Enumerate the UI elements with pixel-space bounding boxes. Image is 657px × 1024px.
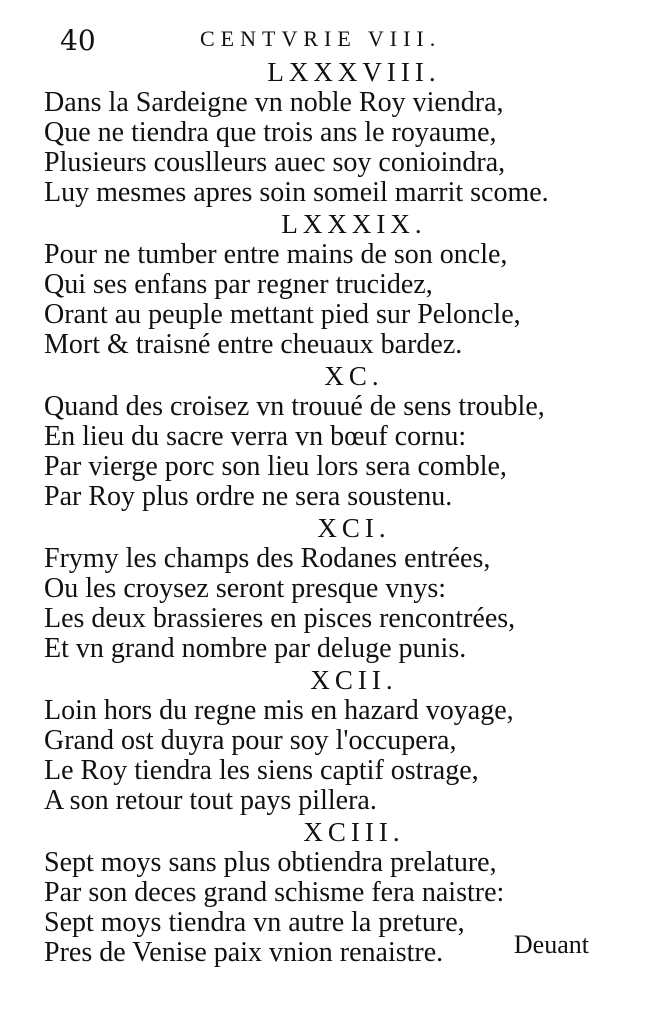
catchword: Deuant [513,930,589,959]
quatrain [44,208,604,360]
quatrain-number: XCII. [310,665,398,695]
verse-line: Qui ses enfans par regner trucidez, [44,269,433,300]
verse-body [44,56,604,968]
verse-line: Grand ost duyra pour soy l'occupera, [44,725,457,756]
verse-line: Luy mesmes apres soin someil marrit scome. [44,177,549,208]
verse-line: Sept moys sans plus obtiendra prelature, [44,847,497,878]
verse-line: Par Roy plus ordre ne sera soustenu. [44,481,453,512]
verse-line: Loin hors du regne mis en hazard voyage, [44,695,514,726]
verse-line: En lieu du sacre verra vn bœuf cornu: [44,421,467,452]
verse-line: Que ne tiendra que trois ans le royaume, [44,117,497,148]
verse-line: Par son deces grand schisme fera naistre: [44,877,505,908]
verse-line: A son retour tout pays pillera. [44,785,377,816]
verse-line: Le Roy tiendra les siens captif ostrage, [44,755,479,786]
quatrain-number: LXXXIX. [281,209,427,239]
verse-line: Quand des croisez vn trouué de sens trouble, [44,391,545,422]
verse-line: Mort & traisné entre cheuaux bardez. [44,329,463,360]
verse-line: Plusieurs couslleurs auec soy conioindra, [44,147,506,178]
verse-line: Par vierge porc son lieu lors sera comble, [44,451,507,482]
quatrain [44,56,604,208]
page-number: 40 [60,24,96,57]
verse-line: Ou les croysez seront presque vnys: [44,573,447,604]
verse-line: Orant au peuple mettant pied sur Peloncle, [44,299,521,330]
quatrain-number: XCIII. [303,817,405,847]
verse-line: Et vn grand nombre par deluge punis. [44,633,467,664]
verse-line: Les deux brassieres en pisces rencontrées, [44,603,516,634]
quatrain [44,664,604,816]
quatrain [44,360,604,512]
quatrain [44,512,604,664]
running-head [60,22,480,58]
verse-line: Pres de Venise paix vnion renaistre. [44,937,444,968]
verse-line: Pour ne tumber entre mains de son oncle, [44,239,508,270]
quatrain-number: XCI. [317,513,391,543]
running-title: CENTVRIE VIII. [200,26,442,51]
verse-line: Frymy les champs des Rodanes entrées, [44,543,491,574]
quatrain-number: LXXXVIII. [267,57,441,87]
verse-line: Dans la Sardeigne vn noble Roy viendra, [44,87,504,118]
quatrain-number: XC. [324,361,384,391]
verse-line: Sept moys tiendra vn autre la preture, [44,907,465,938]
